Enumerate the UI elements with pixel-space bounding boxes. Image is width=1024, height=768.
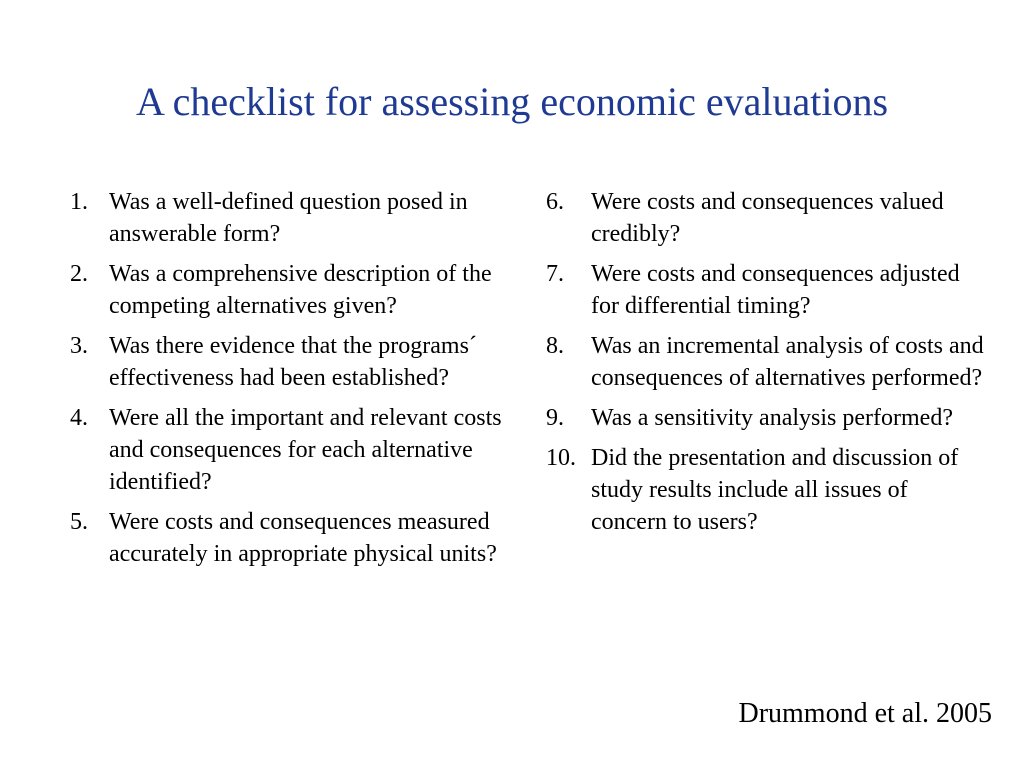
item-text: Was there evidence that the programs´ effectiveness had been established?: [109, 333, 477, 391]
item-number: 2.: [70, 261, 88, 287]
item-number: 5.: [70, 509, 88, 535]
item-text: Were costs and consequences valued credibly?: [591, 189, 944, 247]
checklist-item-7: [546, 258, 986, 322]
item-number: 6.: [546, 189, 564, 215]
item-text: Was a well-defined question posed in answerable form?: [109, 189, 468, 247]
checklist-item-8: [546, 330, 986, 394]
item-number: 9.: [546, 405, 564, 431]
item-text: Was a comprehensive description of the competing alternatives given?: [109, 261, 492, 319]
item-number: 3.: [70, 333, 88, 359]
checklist-item-9: [546, 402, 986, 434]
item-text: Were all the important and relevant costs and consequences for each alternative identified?: [109, 405, 502, 495]
citation: Drummond et al. 2005: [738, 698, 992, 729]
checklist-left-column: [70, 186, 530, 578]
item-number: 4.: [70, 405, 88, 431]
slide-title: A checklist for assessing economic evaluations: [135, 79, 889, 124]
checklist-item-1: [70, 186, 530, 250]
checklist-item-4: [70, 402, 530, 498]
checklist-item-6: [546, 186, 986, 250]
item-number: 8.: [546, 333, 564, 359]
item-number: 1.: [70, 189, 88, 215]
checklist-item-3: [70, 330, 530, 394]
item-number: 7.: [546, 261, 564, 287]
item-text: Was a sensitivity analysis performed?: [591, 405, 953, 431]
item-text: Were costs and consequences adjusted for differential timing?: [591, 261, 960, 319]
item-text: Were costs and consequences measured accurately in appropriate physical units?: [109, 509, 497, 567]
item-text: Was an incremental analysis of costs and consequences of alternatives performed?: [591, 333, 984, 391]
checklist-item-2: [70, 258, 530, 322]
item-text: Did the presentation and discussion of study results include all issues of concern to users?: [591, 445, 959, 535]
checklist-item-10: [546, 442, 986, 538]
item-number: 10.: [546, 445, 576, 471]
checklist-right-column: [546, 186, 986, 546]
checklist-item-5: [70, 506, 530, 570]
